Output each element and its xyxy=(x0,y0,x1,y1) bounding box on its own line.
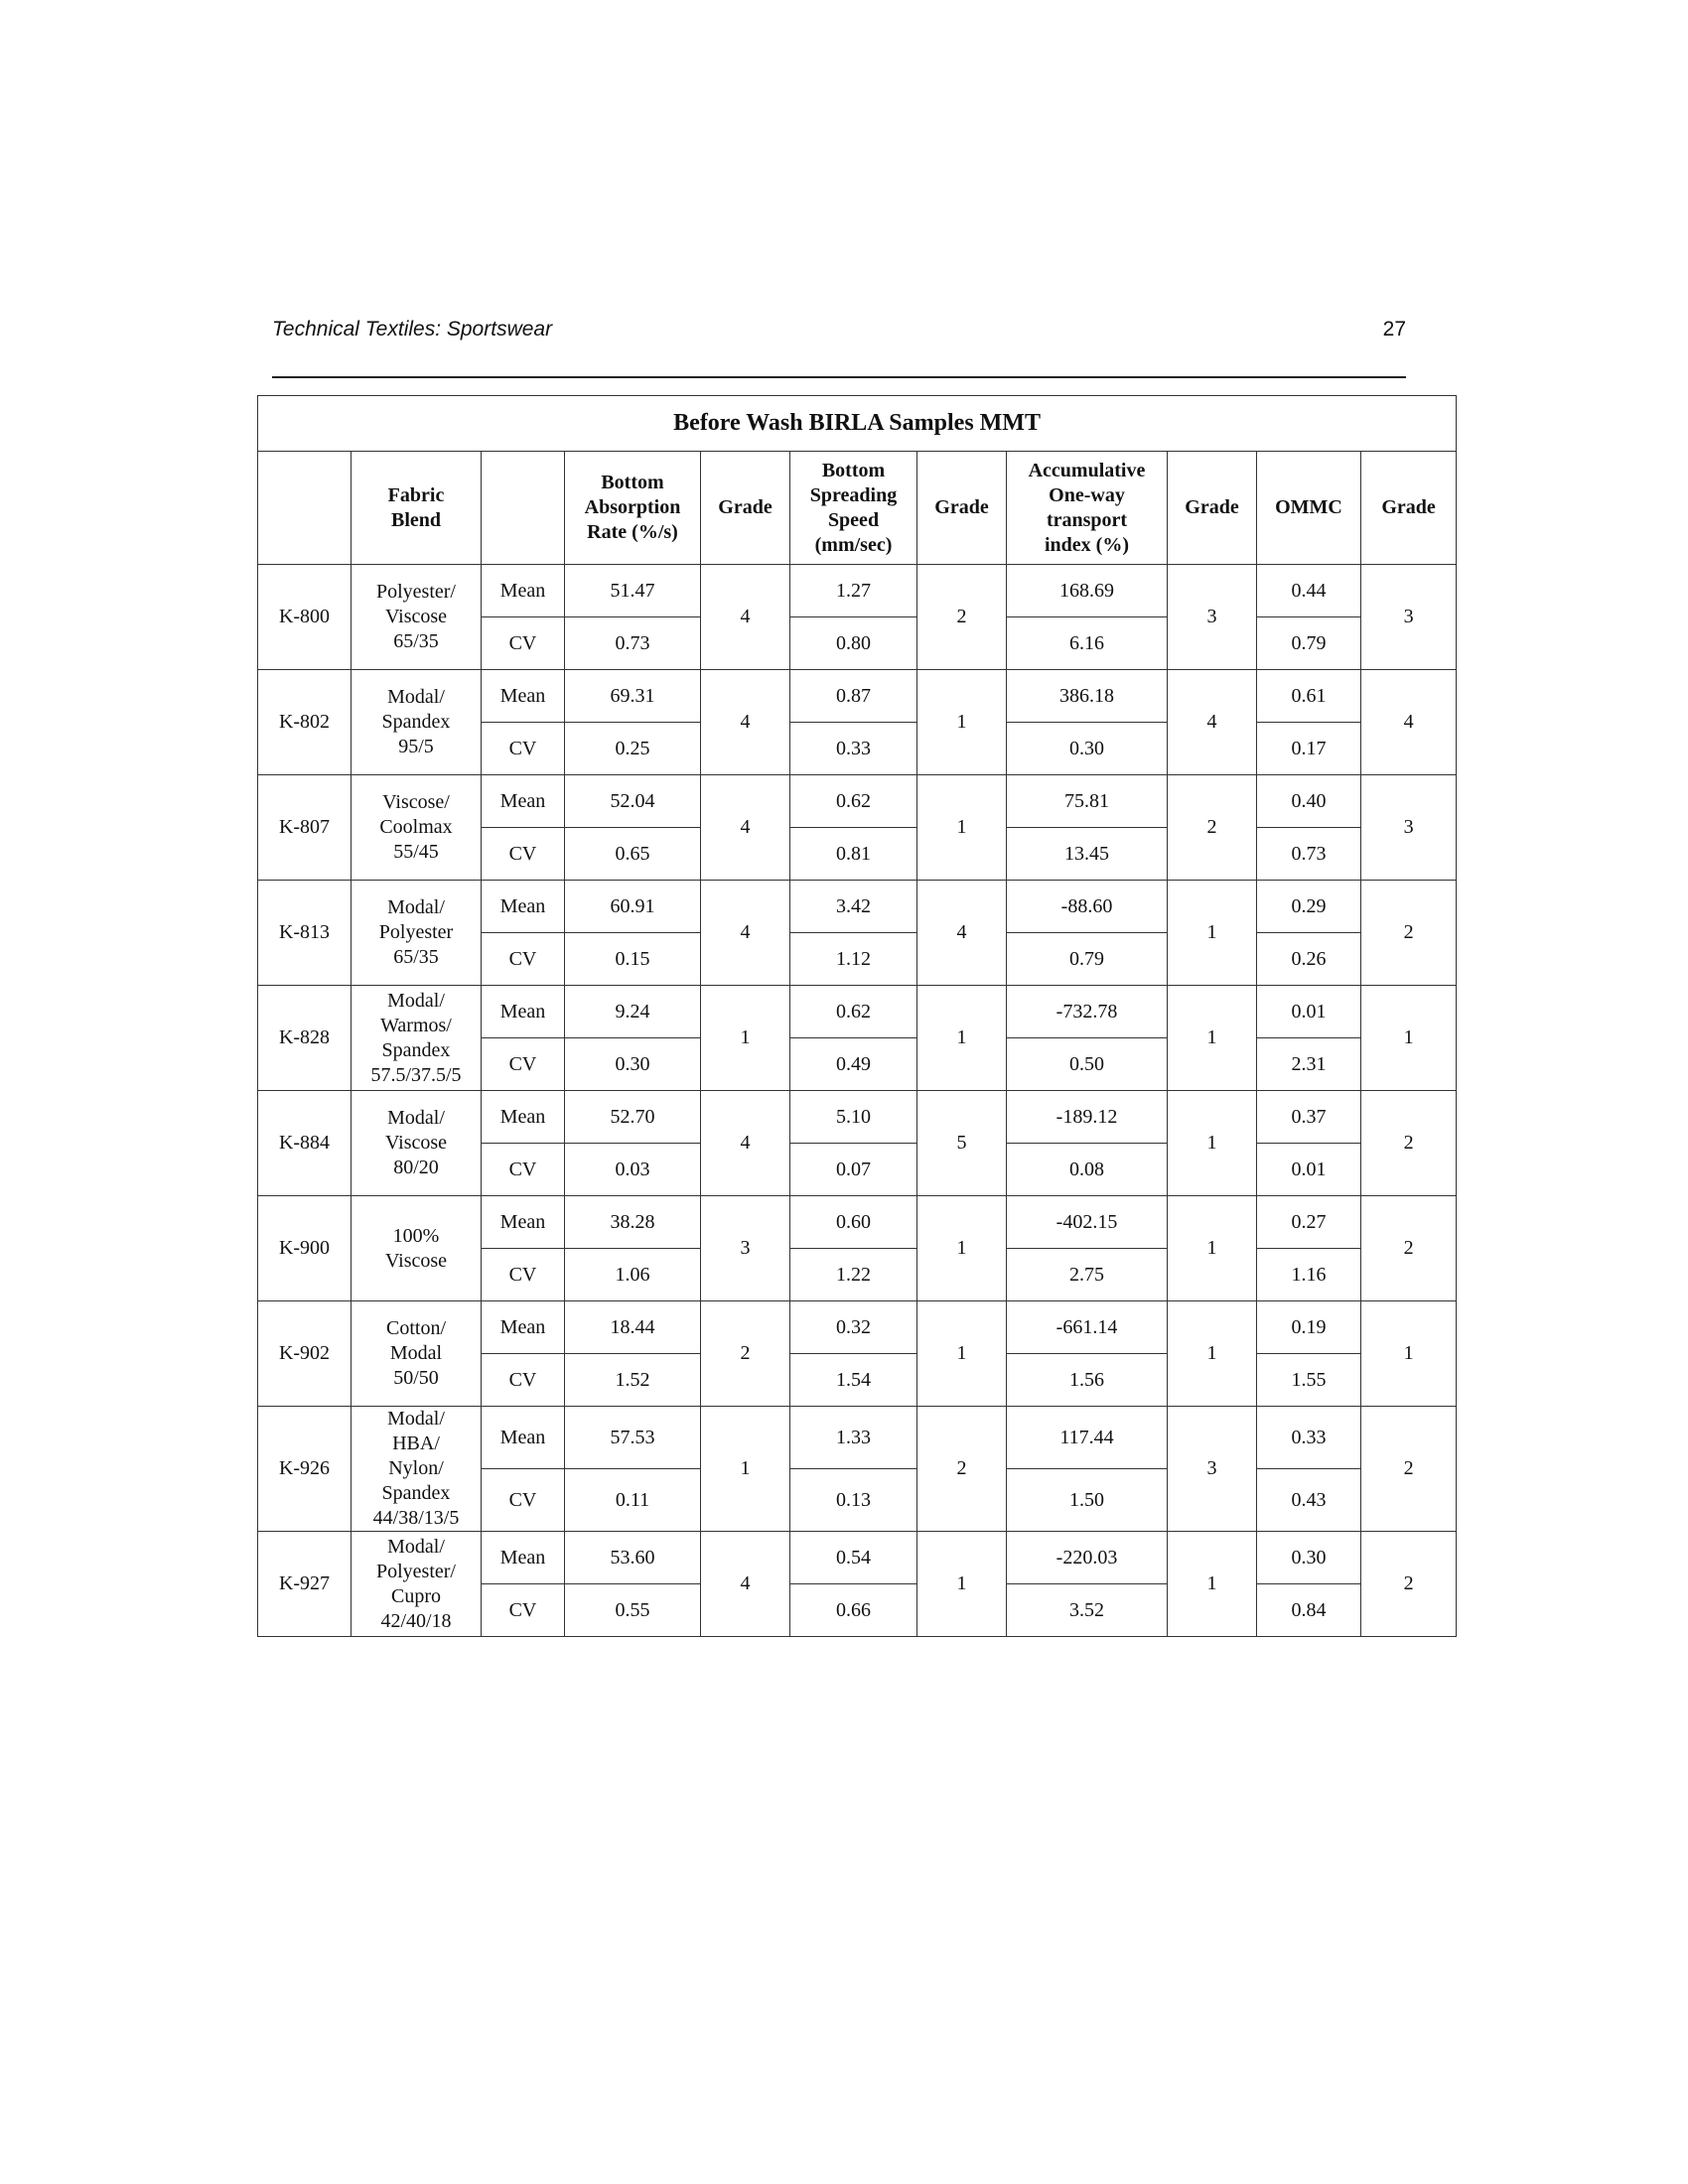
fabric-blend-cell: Viscose/ Coolmax 55/45 xyxy=(352,775,482,881)
stat-label-cell: CV xyxy=(482,617,565,670)
spreading-grade-cell: 1 xyxy=(917,986,1007,1091)
transport-cv-cell: 1.50 xyxy=(1007,1469,1168,1532)
transport-cv-cell: 1.56 xyxy=(1007,1354,1168,1407)
header-stat xyxy=(482,452,565,565)
transport-mean-cell: -189.12 xyxy=(1007,1091,1168,1144)
transport-mean-cell: -88.60 xyxy=(1007,881,1168,933)
absorption-cv-cell: 0.03 xyxy=(565,1144,701,1196)
absorption-cv-cell: 0.73 xyxy=(565,617,701,670)
table-row-mean xyxy=(258,670,1457,723)
transport-cv-cell: 0.79 xyxy=(1007,933,1168,986)
ommc-cv-cell: 0.79 xyxy=(1257,617,1361,670)
header-grade: Grade xyxy=(917,452,1007,565)
transport-cv-cell: 0.30 xyxy=(1007,723,1168,775)
transport-mean-cell: -732.78 xyxy=(1007,986,1168,1038)
header-grade: Grade xyxy=(701,452,790,565)
stat-label-cell: CV xyxy=(482,723,565,775)
spreading-grade-cell: 2 xyxy=(917,1407,1007,1532)
absorption-cv-cell: 0.55 xyxy=(565,1584,701,1637)
mmt-results-table xyxy=(257,395,1457,1637)
transport-mean-cell: 386.18 xyxy=(1007,670,1168,723)
spreading-cv-cell: 0.33 xyxy=(790,723,917,775)
transport-grade-cell: 1 xyxy=(1168,1301,1257,1407)
table-caption: Before Wash BIRLA Samples MMT xyxy=(258,396,1457,452)
running-head xyxy=(272,318,1406,357)
header-transport-index: Accumulative One-way transport index (%) xyxy=(1007,452,1168,565)
stat-label-cell: Mean xyxy=(482,670,565,723)
header-ommc: OMMC xyxy=(1257,452,1361,565)
spreading-mean-cell: 0.62 xyxy=(790,986,917,1038)
page-number: 27 xyxy=(1382,318,1406,341)
absorption-grade-cell: 4 xyxy=(701,1091,790,1196)
ommc-mean-cell: 0.33 xyxy=(1257,1407,1361,1469)
absorption-mean-cell: 60.91 xyxy=(565,881,701,933)
spreading-cv-cell: 0.80 xyxy=(790,617,917,670)
spreading-cv-cell: 0.13 xyxy=(790,1469,917,1532)
stat-label-cell: Mean xyxy=(482,1407,565,1469)
stat-label-cell: Mean xyxy=(482,986,565,1038)
absorption-cv-cell: 0.30 xyxy=(565,1038,701,1091)
sample-id-cell: K-802 xyxy=(258,670,352,775)
transport-grade-cell: 1 xyxy=(1168,986,1257,1091)
ommc-mean-cell: 0.19 xyxy=(1257,1301,1361,1354)
ommc-mean-cell: 0.61 xyxy=(1257,670,1361,723)
stat-label-cell: CV xyxy=(482,828,565,881)
spreading-grade-cell: 1 xyxy=(917,1301,1007,1407)
ommc-grade-cell: 2 xyxy=(1361,881,1457,986)
fabric-blend-cell: Polyester/ Viscose 65/35 xyxy=(352,565,482,670)
stat-label-cell: CV xyxy=(482,1354,565,1407)
stat-label-cell: CV xyxy=(482,1144,565,1196)
absorption-grade-cell: 4 xyxy=(701,1532,790,1637)
ommc-cv-cell: 1.16 xyxy=(1257,1249,1361,1301)
spreading-mean-cell: 1.33 xyxy=(790,1407,917,1469)
sample-id-cell: K-813 xyxy=(258,881,352,986)
spreading-grade-cell: 2 xyxy=(917,565,1007,670)
header-absorption-rate: Bottom Absorption Rate (%/s) xyxy=(565,452,701,565)
spreading-grade-cell: 4 xyxy=(917,881,1007,986)
transport-cv-cell: 13.45 xyxy=(1007,828,1168,881)
header-fabric-blend: Fabric Blend xyxy=(352,452,482,565)
ommc-cv-cell: 0.73 xyxy=(1257,828,1361,881)
table-header-row xyxy=(258,452,1457,565)
sample-id-cell: K-902 xyxy=(258,1301,352,1407)
fabric-blend-cell: Modal/ HBA/ Nylon/ Spandex 44/38/13/5 xyxy=(352,1407,482,1532)
spreading-cv-cell: 0.66 xyxy=(790,1584,917,1637)
spreading-mean-cell: 5.10 xyxy=(790,1091,917,1144)
transport-grade-cell: 1 xyxy=(1168,1532,1257,1637)
spreading-mean-cell: 0.32 xyxy=(790,1301,917,1354)
transport-mean-cell: 117.44 xyxy=(1007,1407,1168,1469)
absorption-mean-cell: 51.47 xyxy=(565,565,701,617)
spreading-cv-cell: 1.54 xyxy=(790,1354,917,1407)
spreading-cv-cell: 1.22 xyxy=(790,1249,917,1301)
absorption-grade-cell: 2 xyxy=(701,1301,790,1407)
fabric-blend-cell: Modal/ Polyester 65/35 xyxy=(352,881,482,986)
spreading-cv-cell: 0.81 xyxy=(790,828,917,881)
transport-mean-cell: -402.15 xyxy=(1007,1196,1168,1249)
stat-label-cell: Mean xyxy=(482,1532,565,1584)
absorption-grade-cell: 1 xyxy=(701,986,790,1091)
ommc-mean-cell: 0.27 xyxy=(1257,1196,1361,1249)
header-grade: Grade xyxy=(1168,452,1257,565)
header-grade: Grade xyxy=(1361,452,1457,565)
stat-label-cell: Mean xyxy=(482,1301,565,1354)
absorption-grade-cell: 4 xyxy=(701,881,790,986)
stat-label-cell: CV xyxy=(482,1038,565,1091)
absorption-mean-cell: 52.70 xyxy=(565,1091,701,1144)
absorption-grade-cell: 4 xyxy=(701,670,790,775)
table-row-mean xyxy=(258,1301,1457,1354)
table-row-mean xyxy=(258,1196,1457,1249)
ommc-cv-cell: 0.01 xyxy=(1257,1144,1361,1196)
transport-mean-cell: -661.14 xyxy=(1007,1301,1168,1354)
ommc-grade-cell: 2 xyxy=(1361,1196,1457,1301)
ommc-cv-cell: 1.55 xyxy=(1257,1354,1361,1407)
absorption-cv-cell: 0.11 xyxy=(565,1469,701,1532)
spreading-grade-cell: 1 xyxy=(917,1532,1007,1637)
absorption-mean-cell: 9.24 xyxy=(565,986,701,1038)
ommc-cv-cell: 0.84 xyxy=(1257,1584,1361,1637)
stat-label-cell: Mean xyxy=(482,1091,565,1144)
ommc-grade-cell: 3 xyxy=(1361,565,1457,670)
transport-grade-cell: 2 xyxy=(1168,775,1257,881)
transport-mean-cell: -220.03 xyxy=(1007,1532,1168,1584)
ommc-mean-cell: 0.30 xyxy=(1257,1532,1361,1584)
absorption-mean-cell: 52.04 xyxy=(565,775,701,828)
stat-label-cell: Mean xyxy=(482,775,565,828)
table-row-mean xyxy=(258,986,1457,1038)
absorption-mean-cell: 69.31 xyxy=(565,670,701,723)
absorption-cv-cell: 0.25 xyxy=(565,723,701,775)
absorption-mean-cell: 53.60 xyxy=(565,1532,701,1584)
table-row-mean xyxy=(258,775,1457,828)
transport-grade-cell: 1 xyxy=(1168,881,1257,986)
stat-label-cell: CV xyxy=(482,1469,565,1532)
running-title: Technical Textiles: Sportswear xyxy=(272,318,553,341)
fabric-blend-cell: Modal/ Spandex 95/5 xyxy=(352,670,482,775)
ommc-cv-cell: 0.26 xyxy=(1257,933,1361,986)
absorption-cv-cell: 1.06 xyxy=(565,1249,701,1301)
stat-label-cell: Mean xyxy=(482,565,565,617)
fabric-blend-cell: Cotton/ Modal 50/50 xyxy=(352,1301,482,1407)
spreading-grade-cell: 1 xyxy=(917,1196,1007,1301)
absorption-cv-cell: 1.52 xyxy=(565,1354,701,1407)
transport-grade-cell: 3 xyxy=(1168,565,1257,670)
stat-label-cell: Mean xyxy=(482,881,565,933)
ommc-mean-cell: 0.44 xyxy=(1257,565,1361,617)
header-spreading-speed: Bottom Spreading Speed (mm/sec) xyxy=(790,452,917,565)
transport-cv-cell: 0.08 xyxy=(1007,1144,1168,1196)
spreading-cv-cell: 0.07 xyxy=(790,1144,917,1196)
transport-cv-cell: 0.50 xyxy=(1007,1038,1168,1091)
absorption-mean-cell: 38.28 xyxy=(565,1196,701,1249)
ommc-grade-cell: 1 xyxy=(1361,1301,1457,1407)
ommc-cv-cell: 2.31 xyxy=(1257,1038,1361,1091)
sample-id-cell: K-927 xyxy=(258,1532,352,1637)
ommc-mean-cell: 0.37 xyxy=(1257,1091,1361,1144)
header-sample xyxy=(258,452,352,565)
absorption-cv-cell: 0.15 xyxy=(565,933,701,986)
stat-label-cell: Mean xyxy=(482,1196,565,1249)
spreading-grade-cell: 5 xyxy=(917,1091,1007,1196)
sample-id-cell: K-807 xyxy=(258,775,352,881)
absorption-grade-cell: 4 xyxy=(701,565,790,670)
spreading-mean-cell: 0.54 xyxy=(790,1532,917,1584)
absorption-grade-cell: 4 xyxy=(701,775,790,881)
fabric-blend-cell: Modal/ Viscose 80/20 xyxy=(352,1091,482,1196)
spreading-mean-cell: 0.60 xyxy=(790,1196,917,1249)
transport-grade-cell: 4 xyxy=(1168,670,1257,775)
fabric-blend-cell: 100% Viscose xyxy=(352,1196,482,1301)
fabric-blend-cell: Modal/ Polyester/ Cupro 42/40/18 xyxy=(352,1532,482,1637)
table-row-mean xyxy=(258,565,1457,617)
sample-id-cell: K-884 xyxy=(258,1091,352,1196)
absorption-cv-cell: 0.65 xyxy=(565,828,701,881)
absorption-grade-cell: 3 xyxy=(701,1196,790,1301)
ommc-cv-cell: 0.43 xyxy=(1257,1469,1361,1532)
table-row-mean xyxy=(258,1091,1457,1144)
absorption-grade-cell: 1 xyxy=(701,1407,790,1532)
stat-label-cell: CV xyxy=(482,1584,565,1637)
transport-cv-cell: 6.16 xyxy=(1007,617,1168,670)
spreading-mean-cell: 1.27 xyxy=(790,565,917,617)
spreading-grade-cell: 1 xyxy=(917,670,1007,775)
transport-grade-cell: 1 xyxy=(1168,1091,1257,1196)
ommc-mean-cell: 0.40 xyxy=(1257,775,1361,828)
absorption-mean-cell: 57.53 xyxy=(565,1407,701,1469)
spreading-cv-cell: 1.12 xyxy=(790,933,917,986)
ommc-grade-cell: 4 xyxy=(1361,670,1457,775)
spreading-grade-cell: 1 xyxy=(917,775,1007,881)
table-row-mean xyxy=(258,1407,1457,1469)
ommc-grade-cell: 3 xyxy=(1361,775,1457,881)
ommc-cv-cell: 0.17 xyxy=(1257,723,1361,775)
sample-id-cell: K-900 xyxy=(258,1196,352,1301)
absorption-mean-cell: 18.44 xyxy=(565,1301,701,1354)
transport-grade-cell: 1 xyxy=(1168,1196,1257,1301)
transport-grade-cell: 3 xyxy=(1168,1407,1257,1532)
transport-mean-cell: 168.69 xyxy=(1007,565,1168,617)
ommc-grade-cell: 2 xyxy=(1361,1091,1457,1196)
ommc-grade-cell: 2 xyxy=(1361,1407,1457,1532)
transport-cv-cell: 3.52 xyxy=(1007,1584,1168,1637)
ommc-mean-cell: 0.01 xyxy=(1257,986,1361,1038)
fabric-blend-cell: Modal/ Warmos/ Spandex 57.5/37.5/5 xyxy=(352,986,482,1091)
table-row-mean xyxy=(258,881,1457,933)
ommc-grade-cell: 2 xyxy=(1361,1532,1457,1637)
sample-id-cell: K-800 xyxy=(258,565,352,670)
transport-mean-cell: 75.81 xyxy=(1007,775,1168,828)
header-rule xyxy=(272,376,1406,378)
spreading-cv-cell: 0.49 xyxy=(790,1038,917,1091)
table-row-mean xyxy=(258,1532,1457,1584)
stat-label-cell: CV xyxy=(482,1249,565,1301)
stat-label-cell: CV xyxy=(482,933,565,986)
sample-id-cell: K-926 xyxy=(258,1407,352,1532)
spreading-mean-cell: 3.42 xyxy=(790,881,917,933)
ommc-mean-cell: 0.29 xyxy=(1257,881,1361,933)
ommc-grade-cell: 1 xyxy=(1361,986,1457,1091)
sample-id-cell: K-828 xyxy=(258,986,352,1091)
spreading-mean-cell: 0.87 xyxy=(790,670,917,723)
transport-cv-cell: 2.75 xyxy=(1007,1249,1168,1301)
spreading-mean-cell: 0.62 xyxy=(790,775,917,828)
table-body xyxy=(258,565,1457,1637)
